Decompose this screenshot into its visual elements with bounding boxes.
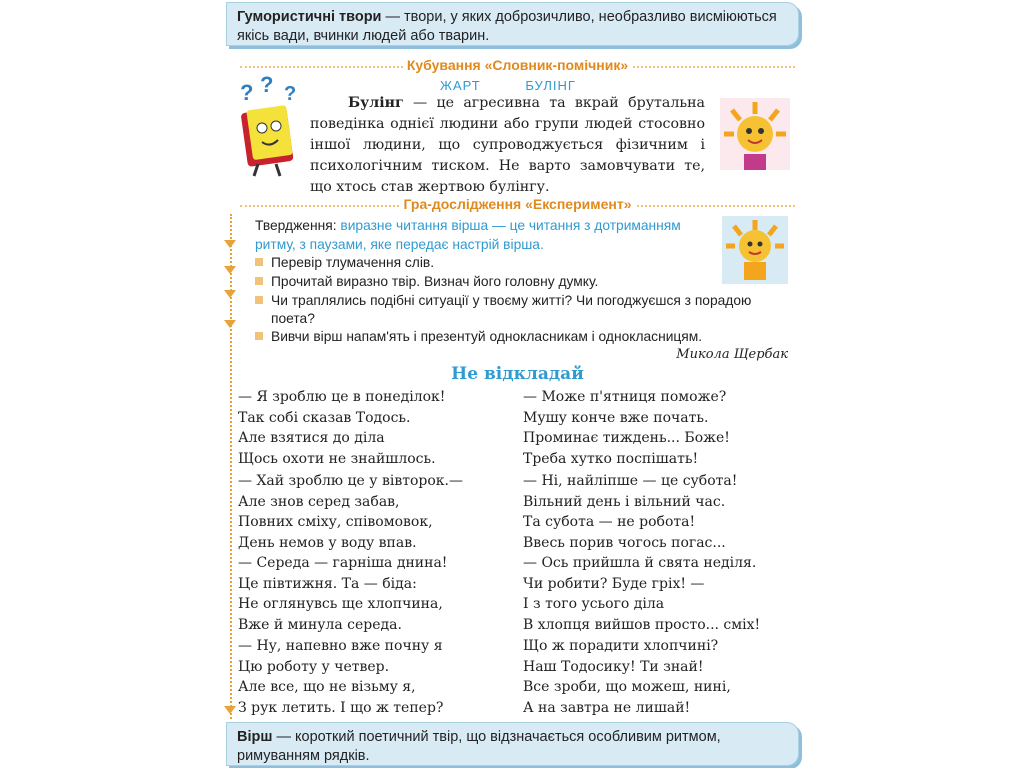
poem-line: Повних сміху, співомовок, bbox=[238, 514, 433, 530]
humor-term: Гумористичні твори bbox=[237, 9, 382, 25]
experiment-section-title: Гра-дослідження «Експеримент» bbox=[240, 196, 795, 212]
cubing-section-title: Кубування «Словник-помічник» bbox=[240, 57, 795, 73]
task-item: Прочитай виразно твір. Визнач його головну думку. bbox=[255, 273, 795, 291]
bullying-text: — це агресивна та вкрай брутальна поведінка однієї людини або групи людей стосовно іншої людини, що супроводжується фізичним і психологічним тиском. Не варто замовчувати те, що хтось став жертвою булінгу. bbox=[310, 95, 705, 195]
poem-line: В хлопця вийшов просто... сміх! bbox=[523, 616, 761, 633]
poem-line: Проминає тиждень... Боже! bbox=[523, 430, 730, 446]
poem-line: Це півтижня. Та — біда: bbox=[238, 575, 417, 592]
poem-stanza bbox=[238, 387, 445, 469]
poem-line: Ввесь порив чогось погас... bbox=[523, 534, 726, 551]
bullet-square-icon bbox=[255, 258, 263, 266]
poem-line: Все зроби, що можеш, нині, bbox=[523, 679, 731, 695]
poem-line: Вже й минула середа. bbox=[238, 616, 402, 633]
poem-line: І з того усього діла bbox=[523, 596, 665, 612]
poem-line: — Середа — гарніша днина! bbox=[238, 555, 448, 571]
bullying-definition bbox=[310, 93, 705, 198]
poem-line: З рук летить. І що ж тепер? bbox=[238, 699, 444, 716]
cubing-words bbox=[440, 78, 616, 93]
svg-text:?: ? bbox=[284, 83, 297, 105]
experiment-statement bbox=[255, 216, 725, 254]
poem-stanza bbox=[523, 636, 731, 718]
word-bullying: БУЛІНГ bbox=[525, 78, 576, 93]
bullet-square-icon bbox=[255, 296, 263, 304]
poem-line: Щось охоти не знайшлось. bbox=[238, 450, 436, 467]
poem-line: Не оглянувсь ще хлопчина, bbox=[238, 596, 443, 612]
word-joke: ЖАРТ bbox=[440, 78, 481, 93]
statement-text: виразне читання вірша — це читання з дотриманням ритму, з паузами, яке передає настрій вірша. bbox=[255, 218, 681, 252]
poem-line: Цю роботу у четвер. bbox=[238, 658, 390, 675]
arrow-down-icon bbox=[224, 290, 236, 298]
poem-stanza bbox=[523, 387, 730, 469]
poem-line: Але знов серед забав, bbox=[238, 493, 400, 510]
book-mascot-icon bbox=[232, 76, 304, 180]
poem-line: — Ні, найліпше — це субота! bbox=[523, 473, 738, 489]
poem-stanza bbox=[238, 636, 443, 718]
poem-line: Чи робити? Буде гріх! — bbox=[523, 575, 705, 592]
verse-definition-text: — короткий поетичний твір, що відзначається особливим ритмом, римуванням рядків. bbox=[237, 729, 721, 764]
poem-line: Треба хутко поспішать! bbox=[523, 450, 699, 467]
bullet-square-icon bbox=[255, 332, 263, 340]
svg-text:?: ? bbox=[260, 76, 274, 97]
poem-line: Та субота — не робота! bbox=[523, 514, 696, 530]
statement-label: Твердження: bbox=[255, 218, 337, 233]
task-item: Чи траплялись подібні ситуації у твоєму житті? Чи погоджуєшся з порадою поета? bbox=[255, 292, 799, 328]
svg-text:?: ? bbox=[240, 80, 254, 105]
poem-line: Що ж порадити хлопчині? bbox=[523, 638, 719, 654]
arrow-down-icon bbox=[224, 266, 236, 274]
poem-line: Мушу конче вже почать. bbox=[523, 409, 709, 426]
poem-line: А на завтра не лишай! bbox=[523, 699, 691, 716]
task-item: Перевір тлумачення слів. bbox=[255, 254, 795, 272]
poem-stanza bbox=[238, 553, 447, 635]
poem-title: Не відкладай bbox=[451, 364, 584, 384]
arrow-down-icon bbox=[224, 240, 236, 248]
poem-line: Але взятися до діла bbox=[238, 430, 385, 446]
poem-line: Вільний день і вільний час. bbox=[523, 493, 726, 510]
poem-line: Наш Тодосику! Ти знай! bbox=[523, 658, 704, 675]
poem-stanza bbox=[238, 471, 463, 553]
arrow-down-icon bbox=[224, 706, 236, 714]
verse-definition-box bbox=[226, 722, 799, 766]
poem-line: — Ну, напевно вже почну я bbox=[238, 638, 443, 654]
arrow-down-icon bbox=[224, 320, 236, 328]
poem-stanza bbox=[523, 553, 760, 635]
poem-line: — Я зроблю це в понеділок! bbox=[238, 389, 446, 405]
poem-line: — Ось прийшла й свята неділя. bbox=[523, 555, 757, 571]
poem-line: Так собі сказав Тодось. bbox=[238, 409, 411, 426]
poem-line: Але все, що не візьму я, bbox=[238, 679, 416, 695]
poem-line: День немов у воду впав. bbox=[238, 534, 417, 551]
verse-term: Вірш bbox=[237, 729, 273, 745]
task-item: Вивчи вірш напам'ять і презентуй однокласникам і однокласницям. bbox=[255, 328, 795, 346]
humor-definition-text: — твори, у яких доброзичливо, необразливо висміюються якісь вади, вчинки людей або тварин. bbox=[237, 9, 777, 44]
bullying-term: Булінг bbox=[348, 95, 404, 111]
poem-line: — Може п'ятниця поможе? bbox=[523, 389, 727, 405]
poem-line: — Хай зроблю це у вівторок.— bbox=[238, 473, 463, 489]
poem-author: Микола Щербак bbox=[676, 347, 788, 362]
bullet-square-icon bbox=[255, 277, 263, 285]
humor-definition-box bbox=[226, 2, 799, 46]
poem-stanza bbox=[523, 471, 737, 553]
sun-mascot-icon bbox=[720, 98, 790, 170]
